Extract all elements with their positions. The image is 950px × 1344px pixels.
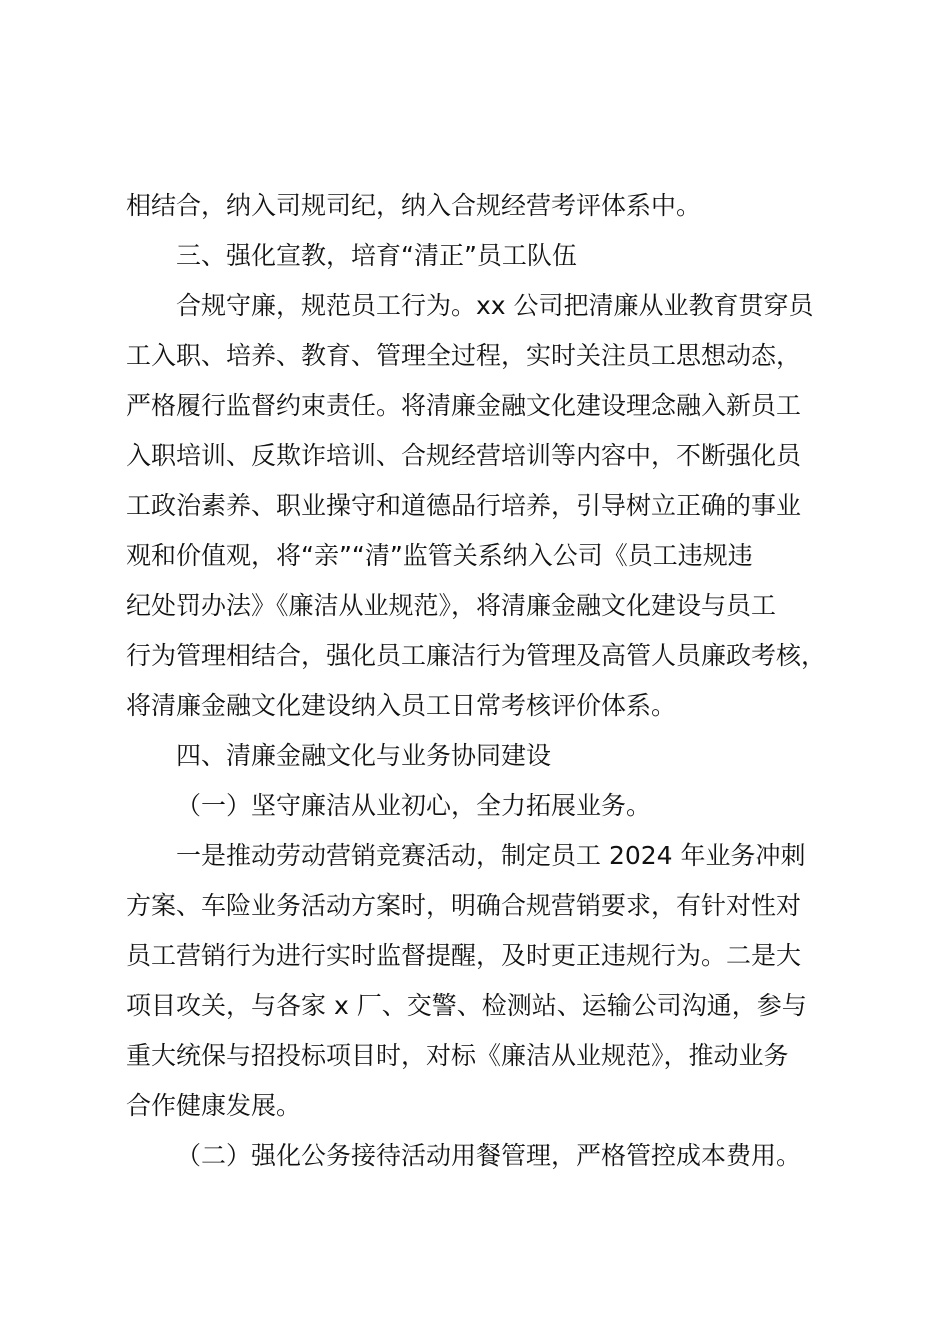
paragraph-line: 入职培训、反欺诈培训、合规经营培训等内容中，不断强化员 bbox=[126, 441, 802, 470]
paragraph-line: 相结合，纳入司规司纪，纳入合规经营考评体系中。 bbox=[126, 191, 702, 220]
paragraph-line: 将清廉金融文化建设纳入员工日常考核评价体系。 bbox=[126, 691, 677, 720]
paragraph-line: 项目攻关，与各家 x 厂、交警、检测站、运输公司沟通，参与 bbox=[126, 991, 807, 1020]
paragraph-line: 一是推动劳动营销竞赛活动，制定员工 2024 年业务冲刺 bbox=[176, 841, 806, 870]
paragraph-line: 合作健康发展。 bbox=[126, 1091, 302, 1120]
section-heading-4: 四、清廉金融文化与业务协同建设 bbox=[176, 741, 552, 770]
section-heading-3: 三、强化宣教，培育“清正”员工队伍 bbox=[176, 241, 577, 270]
subsection-heading-2: （二）强化公务接待活动用餐管理，严格管控成本费用。 bbox=[176, 1141, 802, 1170]
paragraph-line: 工政治素养、职业操守和道德品行培养，引导树立正确的事业 bbox=[126, 491, 802, 520]
paragraph-line: 方案、车险业务活动方案时，明确合规营销要求，有针对性对 bbox=[126, 891, 802, 920]
paragraph-line: 严格履行监督约束责任。将清廉金融文化建设理念融入新员工 bbox=[126, 391, 802, 420]
paragraph-line: 合规守廉，规范员工行为。xx 公司把清廉从业教育贯穿员 bbox=[176, 291, 814, 320]
paragraph-line: 观和价值观，将“亲”“清”监管关系纳入公司《员工违规违 bbox=[126, 541, 753, 570]
paragraph-line: 重大统保与招投标项目时，对标《廉洁从业规范》，推动业务 bbox=[126, 1041, 789, 1070]
paragraph-line: 行为管理相结合，强化员工廉洁行为管理及高管人员廉政考核， bbox=[126, 641, 827, 670]
paragraph-line: 工入职、培养、教育、管理全过程，实时关注员工思想动态， bbox=[126, 341, 802, 370]
paragraph-line: 员工营销行为进行实时监督提醒，及时更正违规行为。二是大 bbox=[126, 941, 802, 970]
subsection-heading-1: （一）坚守廉洁从业初心，全力拓展业务。 bbox=[176, 791, 652, 820]
paragraph-line: 纪处罚办法》《廉洁从业规范》，将清廉金融文化建设与员工 bbox=[126, 591, 777, 620]
